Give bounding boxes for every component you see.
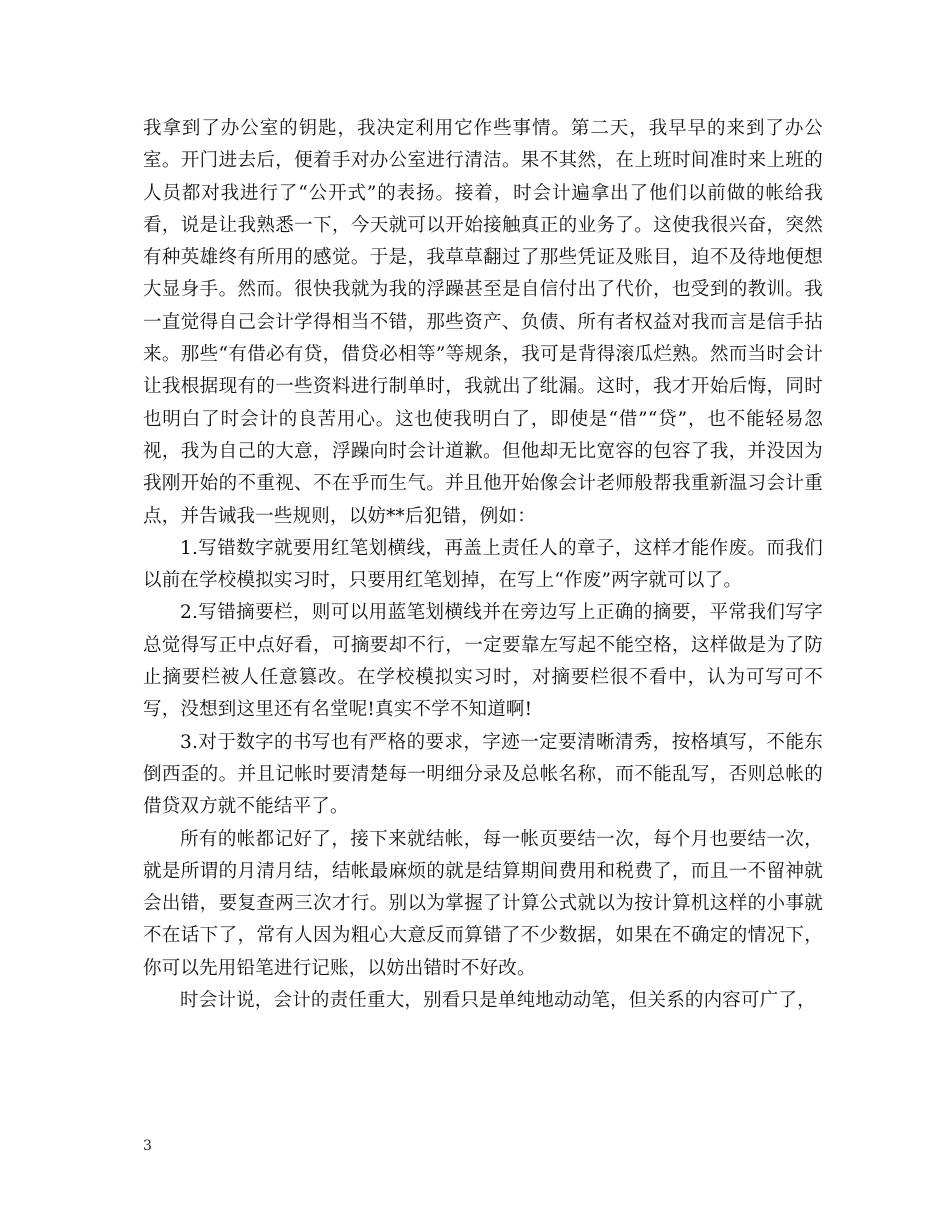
paragraph-responsibility: 时会计说，会计的责任重大，别看只是单纯地动动笔，但关系的内容可广了， xyxy=(180,990,816,1012)
paragraph-rule-3: 3.对于数字的书写也有严格的要求，字迹一定要清晰清秀，按格填写，不能东倒西歪的。并且记帐时要清楚每一明细分录及总帐名称，而不能乱写，否则总帐的借贷双方就不能结平了。 xyxy=(143,731,823,818)
paragraph-rule-1: 1.写错数字就要用红笔划横线，再盖上责任人的章子，这样才能作废。而我们以前在学校模拟实习时，只要用红笔划掉，在写上“作废”两字就可以了。 xyxy=(143,537,823,592)
paragraph-intro: 我拿到了办公室的钥匙，我决定利用它作些事情。第二天，我早早的来到了办公室。开门进去后，便着手对办公室进行清洁。果不其然，在上班时间准时来上班的人员都对我进行了“公开式”的表扬。接着，时会计遍拿出了他们以前做的帐给我看，说是让我熟悉一下，今天就可以开始接触真正的业务了。这使我很兴奋，突然有种英雄终有所用的感觉。于是，我草草翻过了那些凭证及账目，迫不及待地便想大显身手。然而。很快我就为我的浮躁甚至是自信付出了代价，也受到的教训。我一直觉得自己会计学得相当不错，那些资产、负债、所有者权益对我而言是信手拈来。那些“有借必有贷，借贷必相等”等规条，我可是背得滚瓜烂熟。然而当时会计让我根据现有的一些资料进行制单时，我就出了纰漏。这时，我才开始后悔，同时也明白了时会计的良苦用心。这也使我明白了，即使是“借”“贷”，也不能轻易忽视，我为自己的大意，浮躁向时会计道歉。但他却无比宽容的包容了我，并没因为我刚开始的不重视、不在乎而生气。并且他开始像会计老师般帮我重新温习会计重点，并告诫我一些规则，以妨**后犯错，例如： xyxy=(143,118,823,527)
paragraph-closing-accounts: 所有的帐都记好了，接下来就结帐，每一帐页要结一次，每个月也要结一次，就是所谓的月清月结，结帐最麻烦的就是结算期间费用和税费了，而且一不留神就会出错，要复查两三次才行。别以为掌握了计算公式就以为按计算机这样的小事就不在话下了，常有人因为粗心大意反而算错了不少数据，如果在不确定的情况下，你可以先用铅笔进行记账，以妨出错时不好改。 xyxy=(143,828,823,979)
paragraph-rule-2: 2.写错摘要栏，则可以用蓝笔划横线并在旁边写上正确的摘要，平常我们写字总觉得写正中点好看，可摘要却不行，一定要靠左写起不能空格，这样做是为了防止摘要栏被人任意篡改。在学校模拟实习时，对摘要栏很不看中，认为可写可不写，没想到这里还有名堂呢!真实不学不知道啊! xyxy=(143,602,823,721)
page-number: 3 xyxy=(143,1138,152,1154)
body-text xyxy=(143,113,823,1017)
